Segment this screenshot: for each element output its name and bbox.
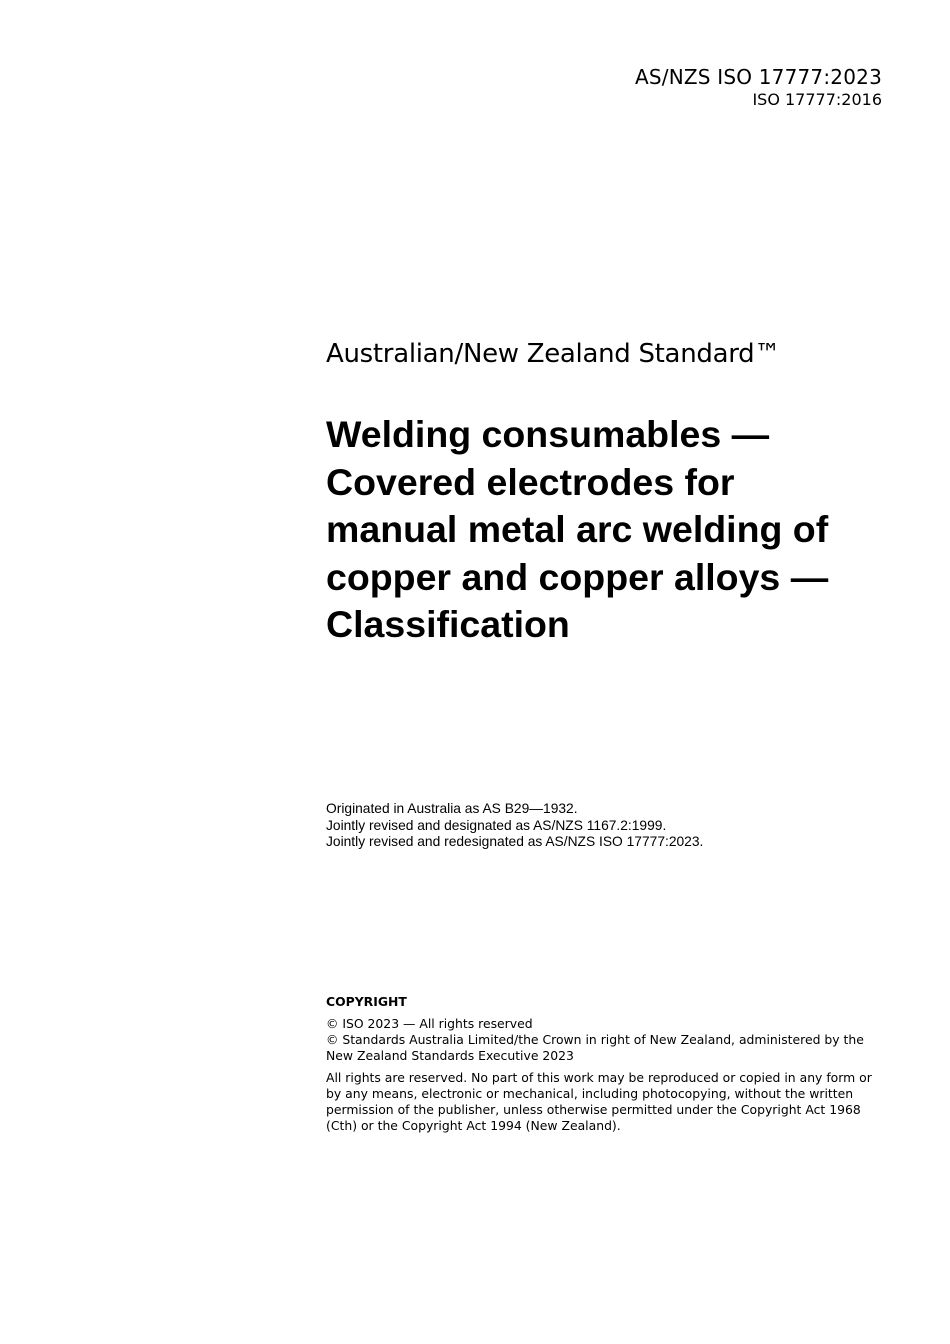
title-line: Covered electrodes for	[326, 460, 735, 503]
publication-history	[326, 801, 703, 851]
copyright-owner-line: © Standards Australia Limited/the Crown in right of New Zealand, administered by the New Zealand Standards Executive 2023	[326, 1032, 864, 1063]
history-line: Jointly revised and designated as AS/NZS 1167.2:1999.	[326, 817, 667, 833]
title-line: Classification	[326, 603, 570, 645]
title-line: manual metal arc welding of	[326, 508, 829, 550]
standard-designation	[635, 64, 882, 110]
standard-series-label: Australian/New Zealand Standard™	[326, 339, 781, 369]
iso-number: ISO 17777:2016	[752, 90, 882, 109]
document-title	[326, 411, 886, 649]
title-line: Welding consumables —	[326, 413, 770, 455]
copyright-block	[326, 994, 886, 1140]
standard-number: AS/NZS ISO 17777:2023	[635, 65, 882, 89]
title-line: copper and copper alloys —	[326, 555, 829, 598]
history-line: Originated in Australia as AS B29—1932.	[326, 801, 578, 816]
history-line: Jointly revised and redesignated as AS/NZS ISO 17777:2023.	[326, 834, 704, 849]
copyright-notice: All rights are reserved. No part of this work may be reproduced or copied in any form or by any means, electronic or mechanical, including photocopying, without the written permission of the publisher, unless otherwise permitted under the Copyright Act 1968 (Cth) or the Copyright Act 1994 (New Zealand).	[326, 1070, 872, 1133]
copyright-owners	[326, 1016, 886, 1064]
copyright-heading: COPYRIGHT	[326, 994, 407, 1009]
copyright-owner-line: © ISO 2023 — All rights reserved	[326, 1016, 533, 1031]
